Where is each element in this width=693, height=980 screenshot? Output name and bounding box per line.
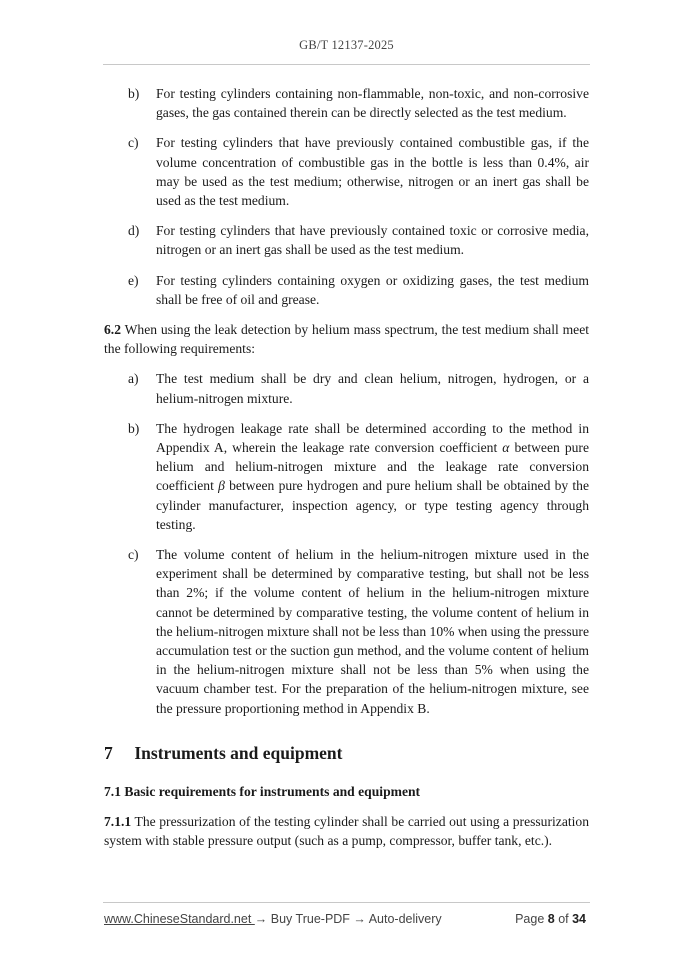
list-item-text: The hydrogen leakage rate shall be determined according to the method in Appendix A, wherein the leakage rate conversion coefficient xyxy=(156,420,589,456)
section-heading xyxy=(104,742,589,764)
clause-text: The pressurization of the testing cylinder shall be carried out using a pressurization system with stable pressure output (such as a pump, compressor, buffer tank, etc.). xyxy=(104,814,589,849)
list-item-text: The volume content of helium in the helium-nitrogen mixture used in the experiment shall be determined by comparative testing, but shall not be less than 2%; if the volume content of helium in the helium-nitrogen mixture cannot be determined by comparative testing, the volume content of helium in the helium-nitrogen mixture shall not be less than 10% when using the pressure accumulation test or the suction gun method, and the volume content of helium in the helium-nitrogen mixture shall not be less than 5% when using the vacuum chamber test. For the preparation of the helium-nitrogen mixture, see the pressure proportioning method in Appendix B. xyxy=(156,547,589,716)
alpha-symbol: α xyxy=(502,440,510,456)
list-item-label: d) xyxy=(128,223,140,239)
list-item xyxy=(104,271,589,309)
footer-divider xyxy=(103,902,590,903)
clause-text: When using the leak detection by helium mass spectrum, the test medium shall meet the following requirements: xyxy=(104,322,590,357)
clause-6-2 xyxy=(104,320,589,358)
list-item xyxy=(104,84,589,122)
website-link[interactable]: www.ChineseStandard.net xyxy=(104,912,255,926)
page-indicator xyxy=(515,912,586,926)
document-header: GB/T 12137-2025 xyxy=(299,38,394,52)
list-item-label: a) xyxy=(128,371,139,387)
clause-number: 7.1.1 xyxy=(104,814,132,830)
list-item-text: between pure helium and helium-nitrogen mixture and the leakage rate conversion coefficient xyxy=(156,440,589,494)
page-number: 8 xyxy=(547,912,555,926)
header-divider xyxy=(103,64,590,65)
list-item-text: between pure hydrogen and pure helium shall be obtained by the cylinder manufacturer, inspection agency, or type testing agency through testing. xyxy=(156,478,589,532)
subsection-heading: 7.1 Basic requirements for instruments and equipment xyxy=(104,783,421,799)
list-item-text: The test medium shall be dry and clean helium, nitrogen, hydrogen, or a helium-nitrogen mixture. xyxy=(156,371,589,406)
list-item-label: c) xyxy=(128,135,139,151)
section-title: Instruments and equipment xyxy=(134,742,343,763)
list-item xyxy=(104,419,589,534)
beta-symbol: β xyxy=(218,478,225,494)
total-pages: 34 xyxy=(572,912,586,926)
list-item xyxy=(104,369,589,407)
list-item-label: e) xyxy=(128,272,139,288)
list-item xyxy=(104,221,589,259)
list-item-label: b) xyxy=(128,420,140,436)
page-content xyxy=(104,84,589,862)
of-word: of xyxy=(554,912,573,926)
list-item-label: b) xyxy=(128,86,140,101)
list-item-text: For testing cylinders containing non-flammable, non-toxic, and non-corrosive gases, the gas contained therein can be directly selected as the test medium. xyxy=(156,86,589,121)
list-item-text: For testing cylinders that have previously contained toxic or corrosive media, nitrogen or an inert gas shall be used as the test medium. xyxy=(156,223,589,258)
list-item xyxy=(104,545,589,718)
list-item-text: For testing cylinders that have previously contained combustible gas, if the volume concentration of combustible gas in the bottle is less than 0.4%, air may be used as the test medium; otherwise, nitrogen or an inert gas shall be used as the test medium. xyxy=(156,135,589,209)
footer-tagline: → Buy True-PDF → Auto-delivery xyxy=(254,912,442,926)
list-item-text: For testing cylinders containing oxygen or oxidizing gases, the test medium shall be free of oil and grease. xyxy=(156,272,589,307)
clause-number: 6.2 xyxy=(104,322,121,338)
list-item xyxy=(104,133,589,210)
clause-7-1-1 xyxy=(104,812,589,850)
page-word: Page xyxy=(515,912,548,926)
list-item-label: c) xyxy=(128,547,139,563)
section-number: 7 xyxy=(104,742,113,763)
page-footer xyxy=(104,912,590,926)
